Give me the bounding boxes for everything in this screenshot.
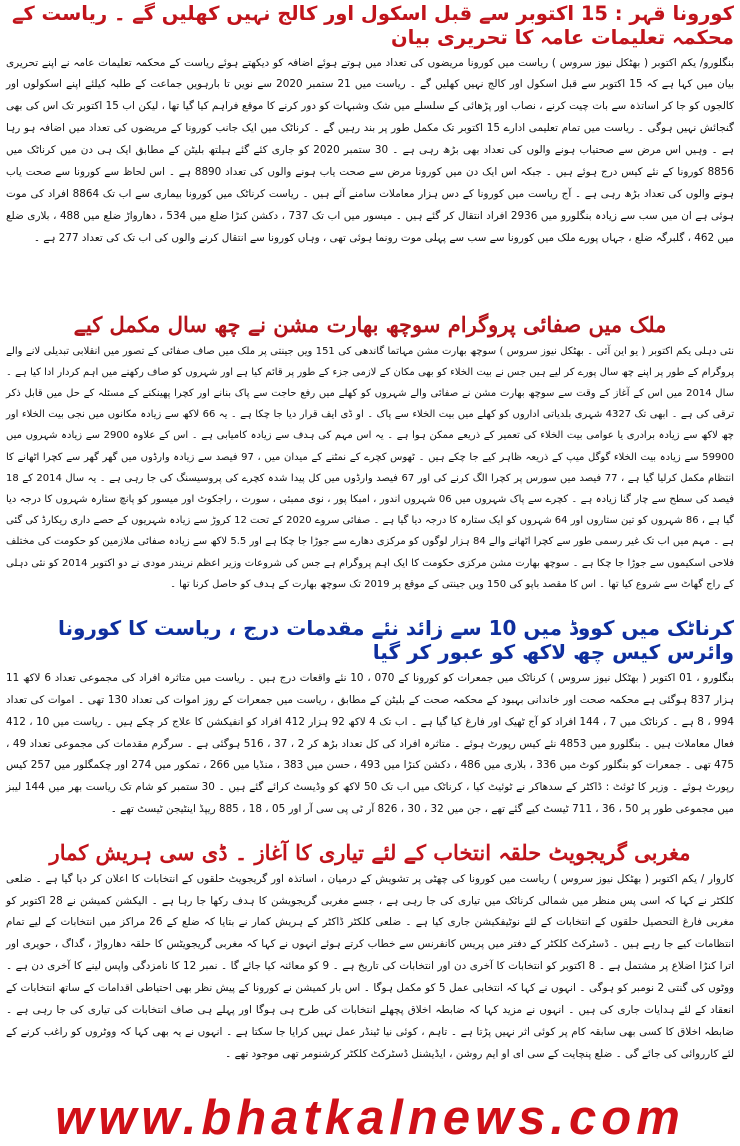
article-karnataka-covid	[6, 616, 734, 830]
site-url-watermark[interactable]: www.bhatkalnews.com	[55, 1091, 685, 1145]
article-body: کاروار / یکم اکتوبر ( بھٹکل نیوز سروس ) ریاست میں کورونا کی چھٹی پر تشویش کے درمیان ، اساتذہ اور گریجویٹ حلقوں کے انتخابات کا اعلان کر دیا گیا ہے ۔ ضلعی کلکٹر نے کہا کہ اسی پس منظر میں شمالی کرناٹک میں تیاری کی جا رہی ہے ، جسے مغربی گریجویشن کا ہدف رکھا جا رہا ہے ۔ الیکشن کمیشن نے 28 اکتوبر کو مغربی فارغ التحصیل حلقوں کے انتخابات کے لئے نوٹیفکیشن جاری کیا ہے ۔ ضلعی کلکٹر ڈاکٹر کے ہریش کمار نے بتایا کہ ضلع کے 26 مراکز میں انتخابات کے لیے تمام انتظامات کیے جا رہے ہیں ۔ ڈسٹرکٹ کلکٹر کے دفتر میں پریس کانفرنس سے خطاب کرتے ہوئے انہوں نے کہا کہ مغربی گریجویٹس کا حلقہ دھارواڑ ، گداگ ، حویری اور اترا کنڑا اضلاع پر مشتمل ہے ۔ 8 اکتوبر کو انتخابات کا آخری دن اور انتخابات کی تاریخ ہے ۔ 9 کو معائنہ کیا جائے گا ۔ نمبر 12 کا نامزدگی واپس لینے کا آخری دن ہے ۔ ووٹوں کی گنتی 2 نومبر کو ہوگی ۔ انہوں نے کہا کہ انتخابی عمل 5 کو مکمل ہوگا ۔ اس بار کمیشن نے کورونا کے پیش نظر بھی احتیاطی اقدامات کے ساتھ انتخابات کے انعقاد کے لئے ہدایات جاری کی ہیں ۔ انہوں نے مزید کہا کہ ضابطہ اخلاق پچھلے انتخابات کی طرح ہی ہوگا اور پہلے ہی صاف انتخابات کی تیاری کی جا رہی ہے ۔ ضابطہ اخلاق کا کسی بھی سابقہ کام پر کوئی اثر نہیں پڑتا ہے ۔ تاہم ، کوئی نیا ٹینڈر عمل نہیں کرایا جا سکتا ہے ۔ انہوں نے یہ بھی کہا کہ ووٹروں کو راغب کرنے کے لئے کارروائی کی جائے گی ۔ ضلع پنچایت کے سی ای او ایم روشن ، ایڈیشنل ڈسٹرکٹ کلکٹر کرشنومر تھی موجود تھے ۔	[6, 872, 735, 1060]
article-body: بنگلورو/ یکم اکتوبر ( بھٹکل نیوز سروس ) ریاست میں کورونا مریضوں کی تعداد میں ہوتے ہوئے اضافہ کو دیکھتے ہوئے ریاست کے محکمہ تعلیمات عامہ نے اپنے تحریری بیان میں کہا ہے کہ 15 اکتوبر سے قبل اسکول اور کالج نہیں کھلیں گے ۔ ریاست میں 21 ستمبر 2020 سے نویں تا بارہویں جماعت کے طلبہ کیلئے اپنے اسکولوں اور کالجوں کو جا کر اساتذہ سے بات چیت کرنے ، نصاب اور پڑھائی کے سلسلے میں شک وشبہات کو دور کرنے کا موقع فراہم کیا گیا تھا ، لیکن اب 15 اکتوبر تک اس کی بھی گنجائش نہیں ہوگی ۔ ریاست میں تمام تعلیمی ادارے 15 اکتوبر تک مکمل طور پر بند رہیں گے ۔ کرناٹک میں ایک جانب کورونا کے مریضوں کی تعداد میں اضافہ ہو رہا ہے ۔ وہیں اس مرض سے صحتیاب ہونے والوں کی تعداد بھی بڑھ رہی ہے ۔ 30 ستمبر 2020 کو جاری کئے گئے ہیلتھ بلیٹن کے مطابق ایک ہی دن میں کرناٹک میں 8856 کورونا کے نئے کیس درج ہوئے ہیں ۔ جبکہ اس ایک دن میں کورونا مرض سے صحت یاب ہونے والوں کی تعداد 8890 ہے ۔ اس لحاظ سے کورونا سے صحت یاب ہونے والوں کی تعداد بڑھ رہی ہے ۔ آج ریاست میں کورونا کے دس ہزار معاملات سامنے آئے ہیں ۔ ریاست کرناٹک میں کورونا بیماری سے اب تک 8864 افراد کی موت ہوئی ہے ان میں سب سے زیادہ بنگلورو میں 2936 افراد انتقال کر گئے ہیں ۔ میسور میں اب تک 737 ، دکشن کنڑا ضلع میں 534 ، دھارواڑ ضلع میں 488 ، بلاری ضلع میں 462 ، گلبرگہ ضلع ، جہاں پورے ملک میں کورونا سے سب سے پہلی موت رونما ہوئی تھی ، وہاں کورونا سے انتقال کرنے والوں کی اب تک کی تعداد 277 ہے ۔	[6, 56, 735, 244]
article-headline: ملک میں صفائی پروگرام سوچھ بھارت مشن نے چھ سال مکمل کیے	[73, 312, 667, 337]
article-graduate-election	[6, 840, 734, 1085]
article-headline: کرناٹک میں کووڈ میں 10 سے زائد نئے مقدمات درج ، ریاست کا کورونا وائرس کیس چھ لاکھ کو عبور کر گیا	[57, 616, 734, 665]
site-footer	[0, 1090, 740, 1146]
article-swachh-bharat	[6, 312, 734, 612]
article-headline: مغربی گریجویٹ حلقہ انتخاب کے لئے تیاری کا آغاز ۔ ڈی سی ہریش کمار	[49, 840, 691, 865]
article-body: بنگلورو ، 01 اکتوبر ( بھٹکل نیوز سروس ) کرناٹک میں جمعرات کو کورونا کے 070 ، 10 نئے واقعات درج ہیں ۔ ریاست میں متاثرہ افراد کی مجموعی تعداد 6 لاکھ 11 ہزار 837 ہوگئی ہے محکمہ صحت اور خاندانی بہبود کے محکمہ صحت کے بلیٹن کے مطابق ، ریاست میں جمعرات کے روز اموات کی تعداد 130 تھی ۔ اموات کی تعداد 994 ، 8 ہے ۔ کرناٹک میں 7 ، 144 افراد کو آج ٹھیک اور فارغ کیا گیا ہے ۔ اب تک 4 لاکھ 92 ہزار 412 افراد کو انفیکشن کا علاج کر چکے ہیں ۔ ریاست میں 10 ، 412 فعال معاملات ہیں ۔ بنگلورو میں 4853 نئے کیس رپورٹ ہوئے ۔ متاثرہ افراد کی کل تعداد بڑھ کر 2 ، 37 ، 516 ہوگئی ہے ۔ سرگرم مقدمات کی مجموعی تعداد 49 ، 475 تھی ۔ جمعرات کو بنگلور کوٹ میں 336 ، بلاری میں 486 ، دکشن کنڑا میں 493 ، حسن میں 383 ، منڈیا میں 266 ، تمکور میں 274 اور چکمگلور میں 257 کیس رپورٹ ہوئے ۔ وزیر کا ٹوئٹ : ڈاکٹر کے سدھاکر نے ٹوئیٹ کیا ، کرناٹک میں اب تک 50 لاکھ کو وڈیسٹ کرائے گئے ہیں ۔ 30 ستمبر کو شام تک ریاست بھر میں 144 لیبز میں مجموعی طور پر 50 ، 36 ، 711 ٹیسٹ کیے گئے تھے ، جن میں 32 ، 30 ، 826 آر ٹی پی سی آر اور 05 ، 18 ، 885 ریپڈ اینٹیجن ٹیسٹ تھے ۔	[6, 671, 735, 816]
article-school-closure	[6, 2, 734, 345]
article-body: نئی دہلی یکم اکتوبر ( یو این آئی ۔ بھٹکل نیوز سروس ) سوچھ بھارت مشن مہاتما گاندھی کی 151 ویں جینتی پر ملک میں صاف صفائی کے تصور میں انقلابی تبدیلی لانے والے پروگرام کے طور پر اپنے چھ سال پورے کر لیے ہیں جس نے بیت الخلاء کو بھی مکان کے لازمی جزء کے طور پر قائم کیا ہے اور شہروں کو صاف رکھنے میں اہم کردار ادا کیا ہے ۔ سال 2014 میں اس کے آغاز کے وقت سے سوچھ بھارت مشن نے صفائی والے شہروں کو کھلے میں رفع حاجت سے پاک بنانے اور کچرا پھینکنے کے مسئلہ کے حل میں قابل ذکر ترقی کی ہے ۔ ابھی تک 4327 شہری بلدیاتی اداروں کو کھلے میں بیت الخلاء سے پاک ۔ او ڈی ایف قرار دیا جا چکا ہے ۔ یہ 66 لاکھ سے زیادہ مکانوں میں نجی بیت الخلاء اور چھ لاکھ سے زیادہ برادری یا عوامی بیت الخلاء کی تعمیر کے ذریعے ممکن ہوا ہے ۔ یہ اس مہم کی ہدف سے زیادہ کامیابی ہے ۔ اس کے علاوہ 2900 سے زیادہ شہروں میں 59900 سے زیادہ بیت الخلاء گوگل میپ کے ذریعہ ظاہر کیے جا چکے ہیں ۔ ٹھوس کچرے کے نمٹنے کے میدان میں ، 97 فیصد سے زیادہ وارڈوں میں گھر گھر سے کچرا اٹھانے کا انتظام مکمل کرلیا گیا ہے ، 77 فیصد میں سورس پر کچرا الگ کرنے کی اور 67 فیصد وارڈوں میں کل پیدا شدہ کچرے کی پروسیسنگ کی جا رہی ہے ۔ یہ سال 2014 کے 18 فیصد کی سطح سے چار گنا زیادہ ہے ۔ کچرے سے پاک شہروں میں 06 شہروں اندور ، امبکا پور ، نوی ممبئی ، سورت ، راجکوٹ اور میسور کو پانچ ستارہ شہروں کا درجہ دیا گیا ہے ، 86 شہروں کو تین ستاروں اور 64 شہروں کو ایک ستارہ کا درجہ دیا گیا ہے ۔ صفائی سروے 2020 کے تحت 12 کروڑ سے زیادہ شہریوں کے حصے داری ریکارڈ کی گئی ہے ۔ مہم میں اب تک غیر رسمی طور سے کچرا اٹھانے والے 84 ہزار لوگوں کو مرکزی دھارے سے جوڑا جا چکا ہے اور 5.5 لاکھ سے زیادہ صفائی ملازمین کو حکومت کی مختلف فلاحی اسکیموں سے جوڑا جا چکا ہے ۔ سوچھ بھارت مشن مرکزی حکومت کا ایک اہم پروگرام ہے جس کی شروعات وزیر اعظم نریندر مودی نے دو اکتوبر 2014 کو نئی دہلی کے راج گھاٹ سے شروع کیا تھا ۔ اس کا مقصد باپو کی 150 ویں جینتی کے موقع پر 2019 تک سوچھ بھارت کے ہدف کو حاصل کرنا تھا ۔	[6, 345, 735, 590]
article-headline: کورونا قہر : 15 اکتوبر سے قبل اسکول اور کالج نہیں کھلیں گے ۔ ریاست کے محکمہ تعلیمات عامہ کا تحریری بیان	[11, 2, 734, 49]
